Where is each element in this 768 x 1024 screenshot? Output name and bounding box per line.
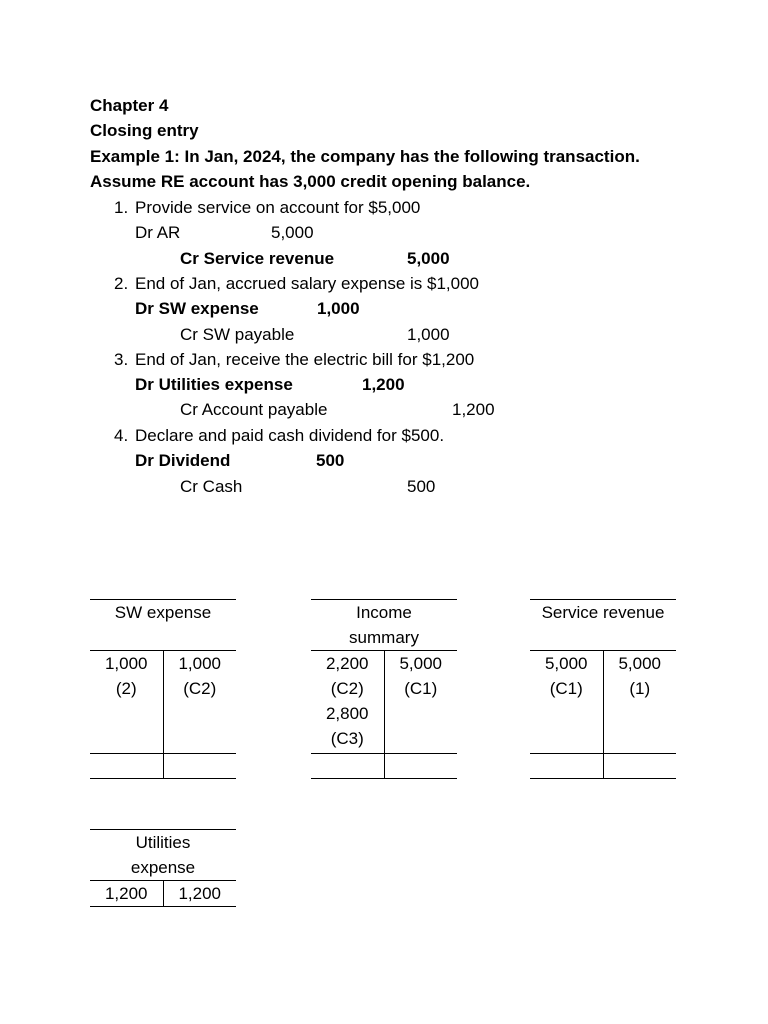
t-account-debit-column	[530, 651, 604, 753]
credit-account: Cr Cash	[180, 477, 243, 496]
credit-account: Cr Service revenue	[180, 249, 335, 268]
transaction-number: 4.	[114, 426, 129, 445]
debit-entry-ref: (C3)	[330, 729, 364, 748]
credit-entry: 5,000	[618, 654, 662, 673]
t-account-utilities-expense	[90, 829, 236, 907]
debit-entry-ref: (C1)	[549, 679, 583, 698]
debit-account: Dr Dividend	[135, 451, 231, 470]
credit-entry: 1,000	[178, 654, 222, 673]
t-account-income-summary	[311, 599, 457, 779]
credit-amount: 1,000	[407, 325, 450, 344]
example-line-1: Example 1: In Jan, 2024, the company has the following transaction.	[90, 147, 640, 166]
credit-entry: 1,200	[178, 884, 222, 903]
t-account-title	[311, 599, 457, 651]
credit-amount: 5,000	[407, 249, 450, 268]
t-account-title-text: SW expense	[114, 603, 212, 622]
debit-entry: 1,000	[104, 654, 148, 673]
transaction-text: Declare and paid cash dividend for $500.	[135, 426, 445, 445]
debit-entry: 2,800	[325, 704, 369, 723]
t-account-debit-column	[311, 651, 385, 753]
t-account-title-text: Utilities	[135, 833, 191, 852]
t-account-balance-row	[530, 753, 676, 779]
credit-amount: 500	[407, 477, 436, 496]
debit-entry-ref: (2)	[115, 679, 137, 698]
transaction-text: End of Jan, accrued salary expense is $1,000	[135, 274, 479, 293]
transaction-number: 2.	[114, 274, 129, 293]
credit-entry-ref: (C2)	[183, 679, 217, 698]
example-line-2: Assume RE account has 3,000 credit opening balance.	[90, 172, 531, 191]
t-account-title	[90, 829, 236, 881]
t-account-title	[530, 599, 676, 651]
debit-account: Dr AR	[135, 223, 181, 242]
debit-entry-ref: (C2)	[330, 679, 364, 698]
t-account-title	[90, 599, 236, 651]
t-account-service-revenue	[530, 599, 676, 779]
t-account-title-text: summary	[349, 628, 419, 647]
t-account-balance-row	[311, 753, 457, 779]
t-account-title-text: Income	[356, 603, 412, 622]
debit-amount: 1,200	[362, 375, 405, 394]
t-account-title-text: expense	[130, 858, 196, 877]
topic-heading: Closing entry	[90, 121, 199, 140]
t-account-credit-column	[164, 881, 237, 906]
chapter-heading: Chapter 4	[90, 96, 169, 115]
t-account-credit-column	[385, 651, 458, 753]
credit-entry: 5,000	[399, 654, 443, 673]
t-account-debit-column	[90, 651, 164, 753]
debit-entry: 5,000	[544, 654, 588, 673]
debit-entry: 2,200	[325, 654, 369, 673]
credit-entry-ref: (C1)	[404, 679, 438, 698]
debit-amount: 1,000	[317, 299, 360, 318]
t-account-title-text: Service revenue	[541, 603, 665, 622]
debit-amount: 5,000	[271, 223, 314, 242]
transaction-text: End of Jan, receive the electric bill for $1,200	[135, 350, 475, 369]
transaction-number: 1.	[114, 198, 129, 217]
debit-entry: 1,200	[104, 884, 148, 903]
t-account-credit-column	[604, 651, 677, 753]
debit-account: Dr SW expense	[135, 299, 259, 318]
debit-amount: 500	[316, 451, 345, 470]
credit-entry-ref: (1)	[629, 679, 651, 698]
debit-account: Dr Utilities expense	[135, 375, 293, 394]
credit-account: Cr SW payable	[180, 325, 295, 344]
credit-amount: 1,200	[452, 400, 495, 419]
t-account-balance-row	[90, 753, 236, 779]
transaction-text: Provide service on account for $5,000	[135, 198, 421, 217]
t-account-sw-expense	[90, 599, 236, 779]
credit-account: Cr Account payable	[180, 400, 328, 419]
transaction-number: 3.	[114, 350, 129, 369]
t-account-debit-column	[90, 881, 164, 906]
t-account-credit-column	[164, 651, 237, 753]
